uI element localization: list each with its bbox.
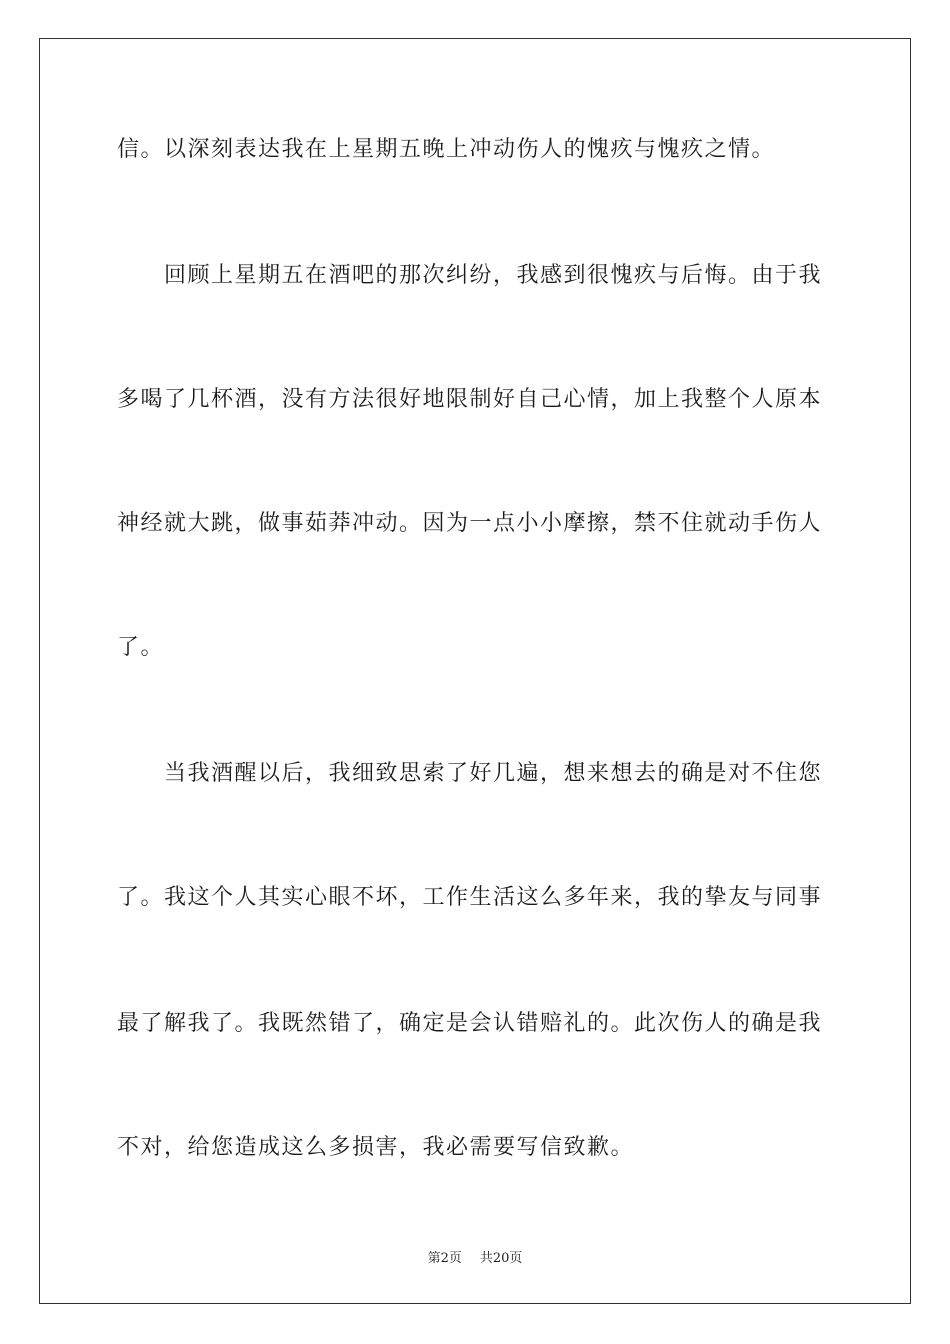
text-line-4: 神经就大跳，做事茹莽冲动。因为一点小小摩擦，禁不住就动手伤人 — [117, 511, 823, 536]
text-line-6: 当我酒醒以后，我细致思索了好几遍，想来想去的确是对不住您 — [117, 761, 823, 786]
text-line-5: 了。 — [117, 635, 165, 660]
text-line-8: 最了解我了。我既然错了，确定是会认错赔礼的。此次伤人的确是我 — [117, 1011, 823, 1036]
page-total: 共20页 — [479, 1251, 523, 1266]
text-line-1: 信。以深刻表达我在上星期五晚上冲动伤人的愧疚与愧疚之情。 — [117, 137, 776, 162]
text-line-3: 多喝了几杯酒，没有方法很好地限制好自己心情，加上我整个人原本 — [117, 387, 823, 412]
page-border — [39, 38, 911, 1304]
text-line-7: 了。我这个人其实心眼不坏，工作生活这么多年来，我的挚友与同事 — [117, 885, 823, 910]
page-number: 第2页 — [427, 1251, 462, 1266]
page-footer — [0, 1247, 950, 1266]
text-line-9: 不对，给您造成这么多损害，我必需要写信致歉。 — [117, 1135, 635, 1160]
text-line-2: 回顾上星期五在酒吧的那次纠纷，我感到很愧疚与后悔。由于我 — [117, 263, 823, 288]
